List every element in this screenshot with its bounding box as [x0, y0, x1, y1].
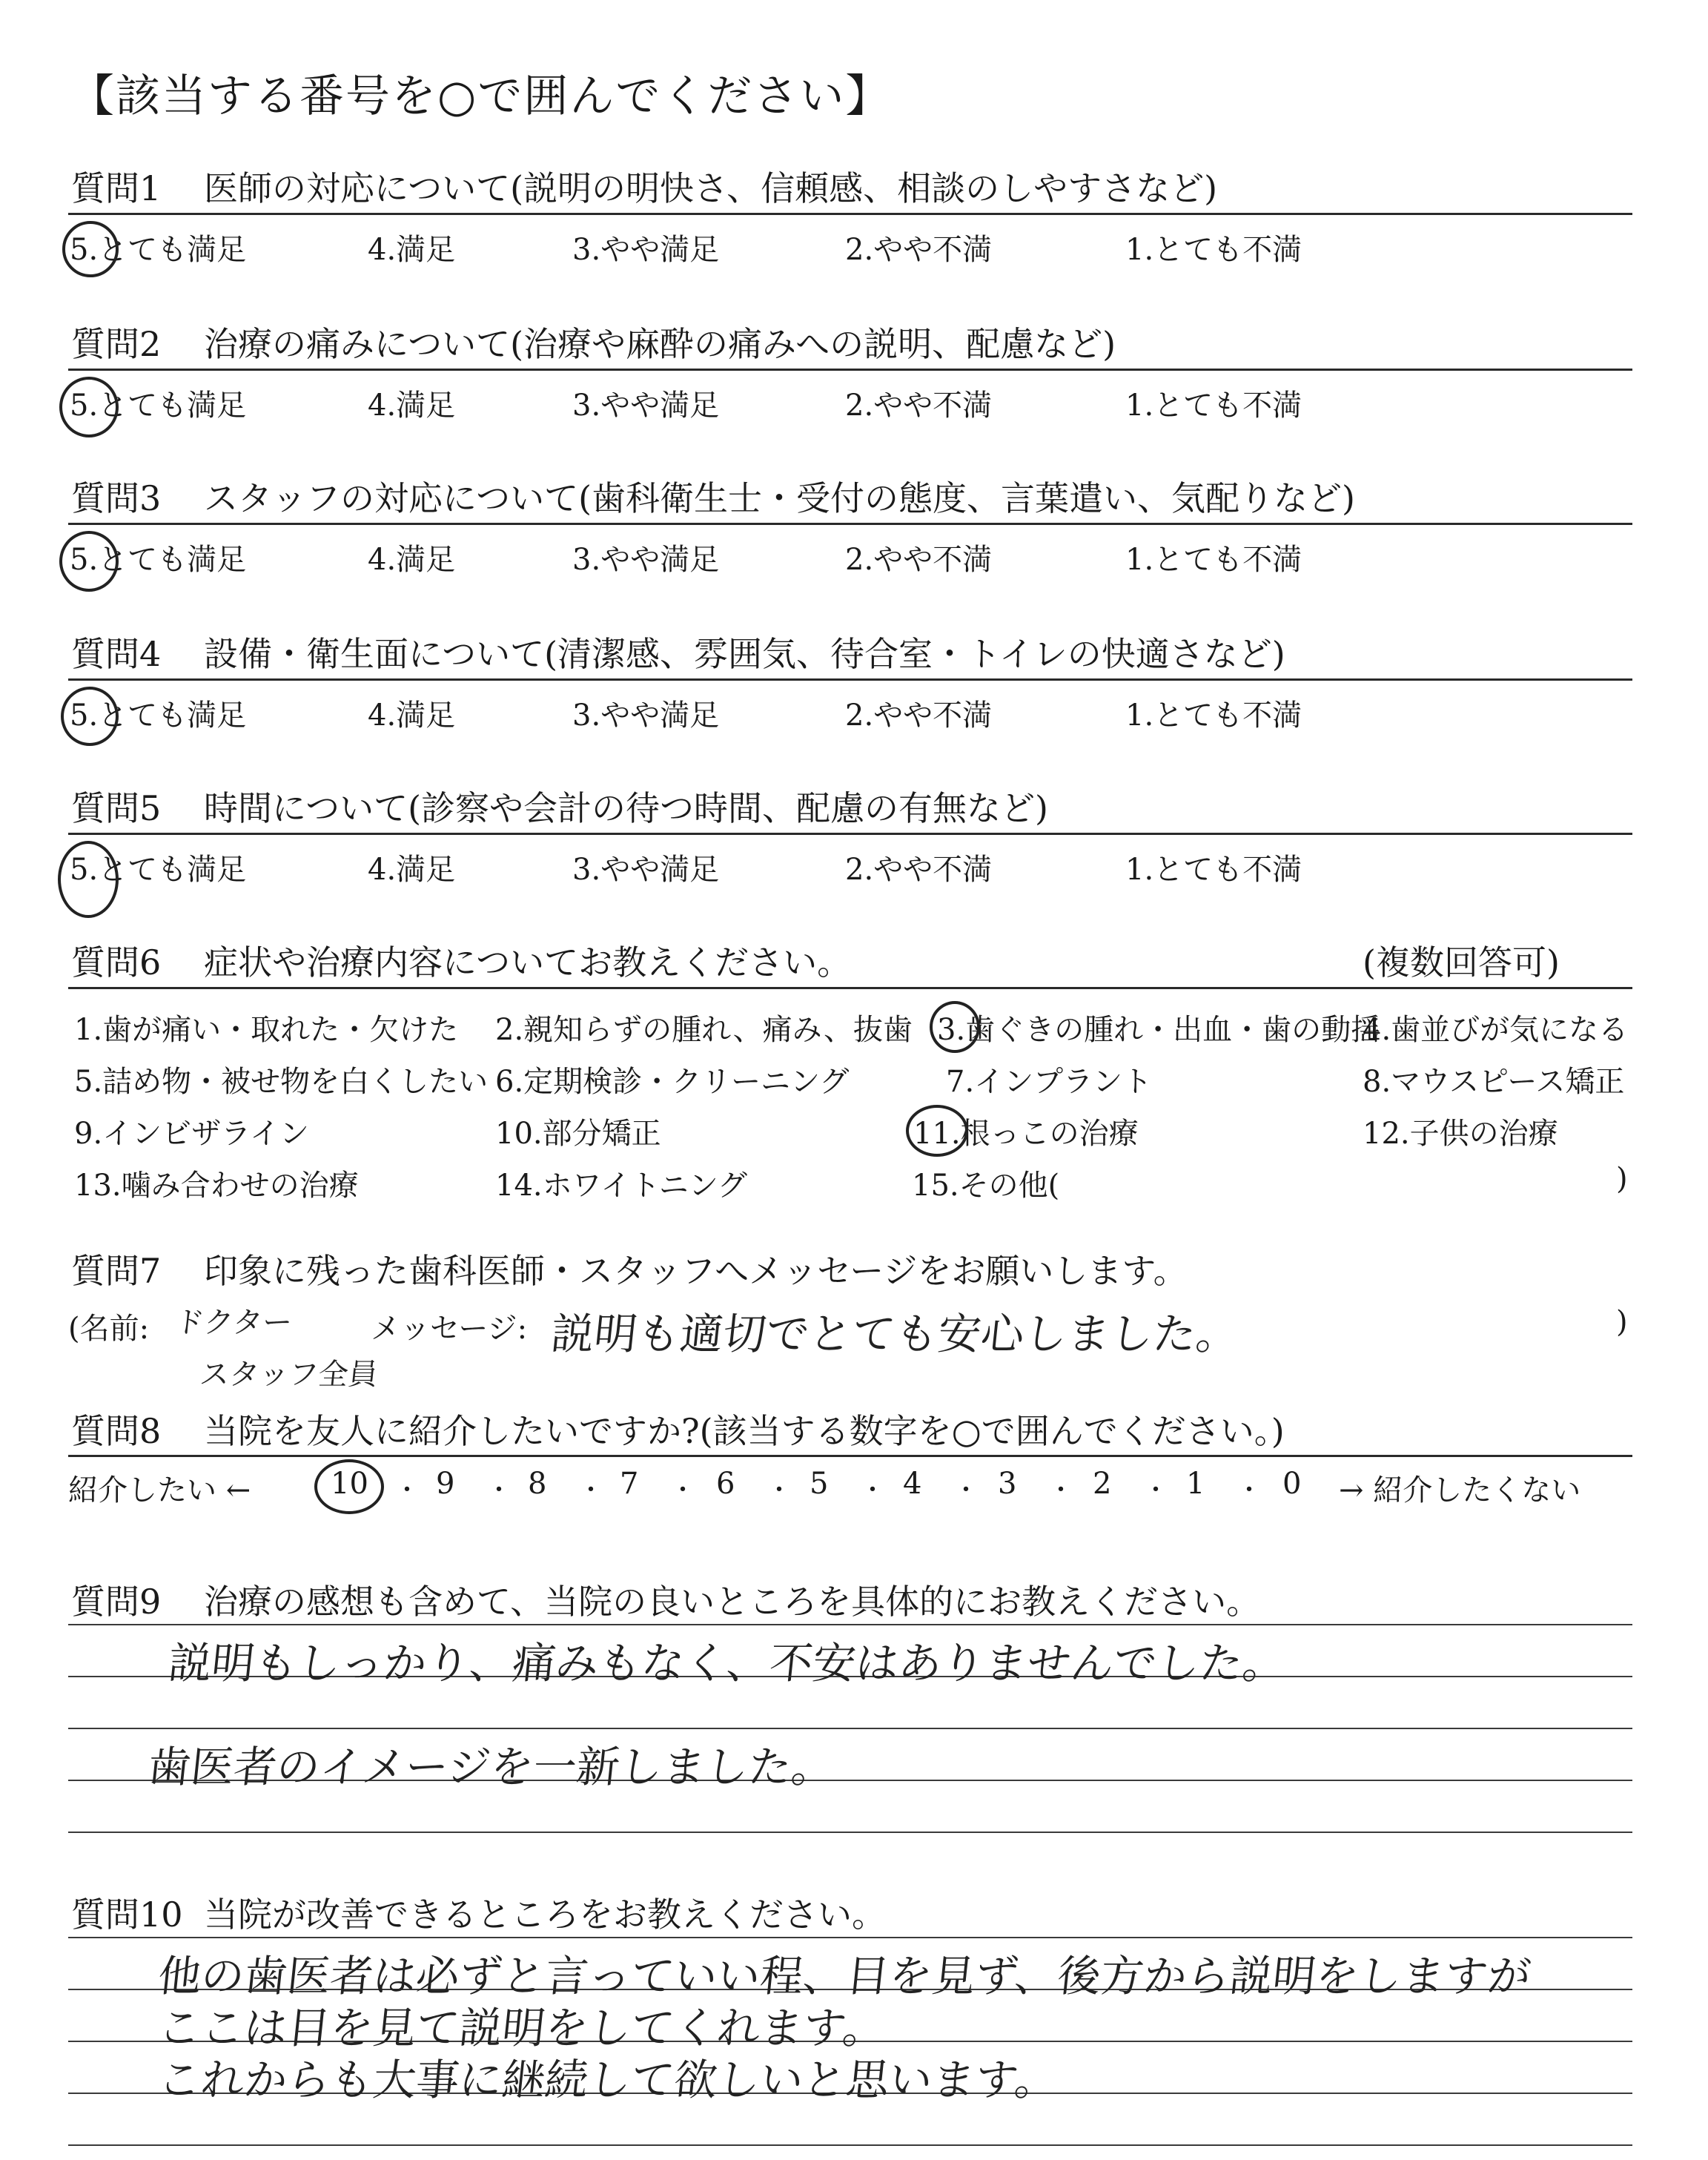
scale-0[interactable]: 0 — [1282, 1467, 1302, 1501]
answer-line — [68, 1832, 1632, 1833]
divider — [68, 833, 1632, 835]
symptom-option-11[interactable]: 11.根っこの治療 — [913, 1117, 1139, 1151]
answer-line — [68, 1624, 1632, 1625]
separator-dot: ・ — [1048, 1476, 1073, 1505]
answer-text-line[interactable]: 歯医者のイメージを一新しました。 — [145, 1742, 838, 1792]
option-2[interactable]: 2.やや不満 — [845, 233, 993, 267]
symptom-option-7[interactable]: 7.インプラント — [946, 1065, 1153, 1099]
divider — [68, 1455, 1632, 1457]
scale-9[interactable]: 9 — [436, 1467, 455, 1501]
question-text: 治療の痛みについて(治療や麻酔の痛みへの説明、配慮など) — [204, 324, 1116, 364]
question-text: 当院が改善できるところをお教えください。 — [204, 1895, 886, 1935]
divider — [68, 987, 1632, 989]
scale-8[interactable]: 8 — [528, 1467, 547, 1501]
option-4[interactable]: 4.満足 — [368, 389, 456, 423]
question-text: 症状や治療内容についてお教えください。 — [204, 942, 852, 982]
scale-6[interactable]: 6 — [716, 1467, 735, 1501]
question-label: 質問4 — [71, 634, 162, 674]
message-label: メッセージ: — [371, 1312, 528, 1346]
separator-dot: ・ — [578, 1476, 603, 1505]
option-4[interactable]: 4.満足 — [368, 698, 456, 733]
option-2[interactable]: 2.やや不満 — [845, 389, 993, 423]
option-1[interactable]: 1.とても不満 — [1125, 389, 1302, 423]
question-text: 時間について(診察や会計の待つ時間、配慮の有無など) — [204, 788, 1048, 828]
question-label: 質問9 — [71, 1582, 162, 1622]
separator-dot: ・ — [394, 1476, 420, 1505]
message-value[interactable]: 説明も適切でとても安心しました。 — [548, 1309, 1242, 1359]
scale-5[interactable]: 5 — [810, 1467, 829, 1501]
option-3[interactable]: 3.やや満足 — [572, 853, 720, 887]
multiple-answer-note: (複数回答可) — [1363, 942, 1560, 982]
option-4[interactable]: 4.満足 — [368, 233, 456, 267]
scale-7[interactable]: 7 — [620, 1467, 639, 1501]
divider — [68, 369, 1632, 371]
scale-4[interactable]: 4 — [903, 1467, 922, 1501]
option-1[interactable]: 1.とても不満 — [1125, 233, 1302, 267]
question-label: 質問1 — [71, 168, 162, 208]
option-1[interactable]: 1.とても不満 — [1125, 698, 1302, 733]
name-value[interactable]: ドクター — [173, 1306, 294, 1340]
question-label: 質問2 — [71, 324, 162, 364]
symptom-option-6[interactable]: 6.定期検診・クリーニング — [495, 1065, 850, 1099]
option-2[interactable]: 2.やや不満 — [845, 853, 993, 887]
option-4[interactable]: 4.満足 — [368, 853, 456, 887]
answer-text-line[interactable]: 他の歯医者は必ずと言っていい程、目を見ず、後方から説明をしますが — [155, 1951, 1534, 2001]
symptom-option-9[interactable]: 9.インビザライン — [74, 1117, 309, 1151]
question-text: 設備・衛生面について(清潔感、雰囲気、待合室・トイレの快適さなど) — [204, 634, 1285, 674]
symptom-option-1[interactable]: 1.歯が痛い・取れた・欠けた — [74, 1013, 459, 1047]
separator-dot: ・ — [767, 1476, 792, 1505]
answer-line — [68, 1728, 1632, 1729]
option-5[interactable]: 5.とても満足 — [70, 698, 247, 733]
answer-text-line[interactable]: これからも大事に継続して欲しいと思います。 — [155, 2055, 1061, 2105]
scale-3[interactable]: 3 — [998, 1467, 1017, 1501]
question-text: 治療の感想も含めて、当院の良いところを具体的にお教えください。 — [204, 1582, 1261, 1622]
other-close-paren: ) — [1616, 1162, 1628, 1196]
option-2[interactable]: 2.やや不満 — [845, 543, 993, 577]
symptom-option-8[interactable]: 8.マウスピース矯正 — [1363, 1065, 1625, 1099]
separator-dot: ・ — [860, 1476, 885, 1505]
answer-circle — [62, 221, 119, 277]
divider — [68, 213, 1632, 215]
symptom-option-15[interactable]: 15.その他( — [912, 1169, 1060, 1203]
answer-circle — [59, 531, 119, 592]
symptom-option-2[interactable]: 2.親知らずの腫れ、痛み、抜歯 — [495, 1013, 913, 1047]
answer-circle — [59, 377, 119, 437]
scale-1[interactable]: 1 — [1186, 1467, 1205, 1501]
option-3[interactable]: 3.やや満足 — [572, 233, 720, 267]
option-3[interactable]: 3.やや満足 — [572, 698, 720, 733]
close-paren: ) — [1616, 1305, 1628, 1339]
answer-circle — [58, 841, 119, 918]
question-label: 質問5 — [71, 788, 162, 828]
divider — [68, 523, 1632, 525]
scale-10[interactable]: 10 — [331, 1467, 368, 1501]
separator-dot: ・ — [486, 1476, 512, 1505]
symptom-option-5[interactable]: 5.詰め物・被せ物を白くしたい — [74, 1065, 489, 1099]
question-label: 質問10 — [71, 1895, 183, 1935]
scale-2[interactable]: 2 — [1093, 1467, 1112, 1501]
question-label: 質問6 — [71, 942, 162, 982]
name-value-2[interactable]: スタッフ全員 — [198, 1358, 380, 1392]
divider — [68, 678, 1632, 681]
answer-line — [68, 2144, 1632, 2146]
answer-text-line[interactable]: 説明もしっかり、痛みもなく、不安はありませんでした。 — [165, 1638, 1288, 1688]
symptom-option-3[interactable]: 3.歯ぐきの腫れ・出血・歯の動揺 — [937, 1013, 1381, 1047]
option-3[interactable]: 3.やや満足 — [572, 543, 720, 577]
symptom-option-10[interactable]: 10.部分矯正 — [495, 1117, 661, 1151]
recommend-left-label: 紹介したい ← — [68, 1473, 251, 1507]
symptom-option-13[interactable]: 13.噛み合わせの治療 — [74, 1169, 359, 1203]
symptom-option-12[interactable]: 12.子供の治療 — [1363, 1117, 1558, 1151]
question-text: 医師の対応について(説明の明快さ、信頼感、相談のしやすさなど) — [204, 168, 1218, 208]
option-5[interactable]: 5.とても満足 — [70, 233, 247, 267]
option-4[interactable]: 4.満足 — [368, 543, 456, 577]
answer-line — [68, 1937, 1632, 1938]
symptom-option-14[interactable]: 14.ホワイトニング — [495, 1169, 748, 1203]
separator-dot: ・ — [1237, 1476, 1262, 1505]
symptom-option-4[interactable]: 4.歯並びが気になる — [1363, 1013, 1629, 1047]
option-5[interactable]: 5.とても満足 — [70, 853, 247, 887]
question-text: 印象に残った歯科医師・スタッフへメッセージをお願いします。 — [204, 1251, 1188, 1291]
name-label: (名前: — [68, 1312, 150, 1346]
question-label: 質問8 — [71, 1411, 162, 1451]
answer-text-line[interactable]: ここは目を見て説明をしてくれます。 — [155, 2003, 889, 2053]
recommend-right-label: → 紹介したくない — [1339, 1473, 1581, 1507]
separator-dot: ・ — [1143, 1476, 1168, 1505]
option-3[interactable]: 3.やや満足 — [572, 389, 720, 423]
answer-circle — [314, 1459, 384, 1514]
answer-circle — [906, 1105, 968, 1157]
question-text: スタッフの対応について(歯科衛生士・受付の態度、言葉遣い、気配りなど) — [204, 478, 1355, 518]
option-1[interactable]: 1.とても不満 — [1125, 853, 1302, 887]
option-1[interactable]: 1.とても不満 — [1125, 543, 1302, 577]
option-5[interactable]: 5.とても満足 — [70, 389, 247, 423]
option-2[interactable]: 2.やや不満 — [845, 698, 993, 733]
separator-dot: ・ — [670, 1476, 695, 1505]
question-label: 質問3 — [71, 478, 162, 518]
option-5[interactable]: 5.とても満足 — [70, 543, 247, 577]
question-text: 当院を友人に紹介したいですか?(該当する数字を○で囲んでください。) — [204, 1411, 1285, 1451]
page-title: 【該当する番号を○で囲んでください】 — [70, 70, 892, 122]
question-label: 質問7 — [71, 1251, 162, 1291]
answer-circle — [61, 687, 119, 746]
separator-dot: ・ — [953, 1476, 979, 1505]
answer-circle — [930, 1001, 980, 1053]
